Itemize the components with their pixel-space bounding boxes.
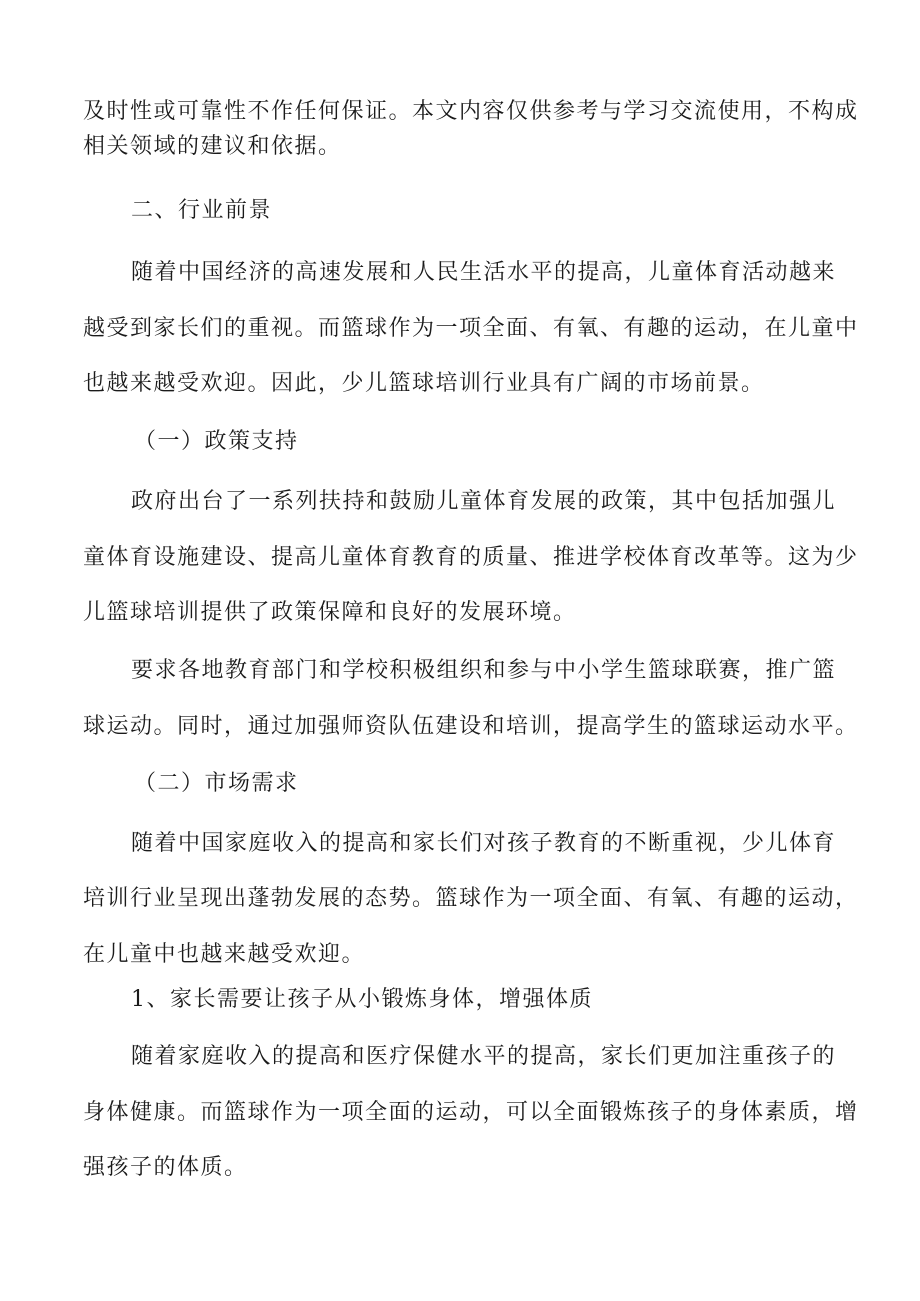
paragraph-line: 随着家庭收入的提高和医疗保健水平的提高，家长们更加注重孩子的	[131, 1044, 837, 1069]
subsection-heading-market-demand: （二）市场需求	[134, 771, 299, 796]
subsection-heading-policy-support: （一）政策支持	[134, 429, 299, 454]
paragraph-line: 政府出台了一系列扶持和鼓励儿童体育发展的政策，其中包括加强儿	[131, 489, 837, 514]
paragraph-line: 球运动。同时，通过加强师资队伍建设和培训，提高学生的篮球运动水平。	[83, 714, 859, 739]
paragraph-line: 在儿童中也越来越受欢迎。	[83, 942, 366, 967]
paragraph-line: 随着中国家庭收入的提高和家长们对孩子教育的不断重视，少儿体育	[131, 831, 837, 856]
paragraph-line: 儿篮球培训提供了政策保障和良好的发展环境。	[83, 600, 577, 625]
list-item-heading: 1、家长需要让孩子从小锻炼身体，增强体质	[131, 987, 593, 1012]
paragraph-line: 越受到家长们的重视。而篮球作为一项全面、有氧、有趣的运动，在儿童中	[83, 316, 859, 341]
paragraph-line: 随着中国经济的高速发展和人民生活水平的提高，儿童体育活动越来	[131, 260, 837, 285]
paragraph-line: 童体育设施建设、提高儿童体育教育的质量、推进学校体育改革等。这为少	[83, 545, 859, 570]
paragraph-line: 要求各地教育部门和学校积极组织和参与中小学生篮球联赛，推广篮	[131, 658, 837, 683]
section-heading-industry-outlook: 二、行业前景	[131, 198, 273, 223]
paragraph-line: 身体健康。而篮球作为一项全面的运动，可以全面锻炼孩子的身体素质，增	[83, 1100, 859, 1125]
disclaimer-line-2: 相关领域的建议和依据。	[83, 134, 342, 159]
disclaimer-line-1: 及时性或可靠性不作任何保证。本文内容仅供参考与学习交流使用，不构成	[83, 99, 859, 124]
paragraph-line: 也越来越受欢迎。因此，少儿篮球培训行业具有广阔的市场前景。	[83, 371, 765, 396]
paragraph-line: 强孩子的体质。	[83, 1155, 248, 1180]
paragraph-line: 培训行业呈现出蓬勃发展的态势。篮球作为一项全面、有氧、有趣的运动，	[83, 886, 859, 911]
